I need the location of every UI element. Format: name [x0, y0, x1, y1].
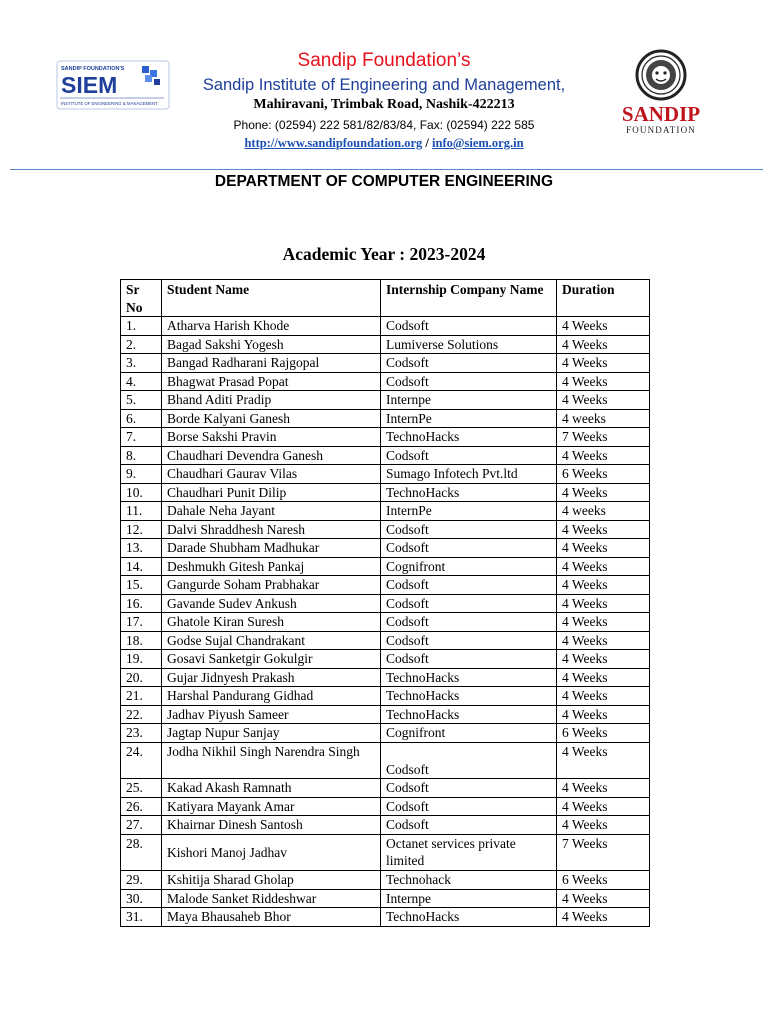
row-duration: 4 Weeks	[557, 797, 650, 816]
row-company: InternPe	[381, 409, 557, 428]
row-student-name: Chaudhari Devendra Ganesh	[162, 446, 381, 465]
row-company: Cognifront	[381, 724, 557, 743]
row-sr-no: 16.	[121, 594, 162, 613]
contact-links	[0, 136, 768, 151]
foundation-title: Sandip Foundation’s	[297, 50, 471, 71]
row-duration: 4 Weeks	[557, 391, 650, 410]
row-sr-no: 3.	[121, 354, 162, 373]
row-student-name: Chaudhari Gaurav Vilas	[162, 465, 381, 484]
row-student-name: Bagad Sakshi Yogesh	[162, 335, 381, 354]
email-link[interactable]: info@siem.org.in	[432, 136, 524, 150]
row-sr-no: 10.	[121, 483, 162, 502]
row-student-name: Darade Shubham Madhukar	[162, 539, 381, 558]
row-duration: 6 Weeks	[557, 465, 650, 484]
row-sr-no: 8.	[121, 446, 162, 465]
row-duration: 4 Weeks	[557, 668, 650, 687]
row-student-name: Khairnar Dinesh Santosh	[162, 816, 381, 835]
row-sr-no: 23.	[121, 724, 162, 743]
row-sr-no: 20.	[121, 668, 162, 687]
row-company: Codsoft	[381, 594, 557, 613]
row-sr-no: 29.	[121, 871, 162, 890]
row-duration: 4 Weeks	[557, 650, 650, 669]
row-student-name: Borse Sakshi Pravin	[162, 428, 381, 447]
institute-address: Mahiravani, Trimbak Road, Nashik-422213	[253, 97, 515, 112]
row-company: Codsoft	[381, 631, 557, 650]
row-student-name: Gangurde Soham Prabhakar	[162, 576, 381, 595]
row-sr-no: 25.	[121, 779, 162, 798]
row-duration: 6 Weeks	[557, 724, 650, 743]
row-duration: 4 Weeks	[557, 354, 650, 373]
table-row	[121, 908, 650, 927]
row-company: Codsoft	[381, 797, 557, 816]
row-company: TechnoHacks	[381, 668, 557, 687]
row-duration: 4 Weeks	[557, 631, 650, 650]
row-student-name: Borde Kalyani Ganesh	[162, 409, 381, 428]
department-title: DEPARTMENT OF COMPUTER ENGINEERING	[214, 173, 554, 190]
row-company: TechnoHacks	[381, 908, 557, 927]
row-company: Internpe	[381, 391, 557, 410]
row-company: Internpe	[381, 889, 557, 908]
website-link[interactable]: http://www.sandipfoundation.org	[244, 136, 423, 150]
table-row	[121, 354, 650, 373]
row-sr-no: 6.	[121, 409, 162, 428]
siem-logo-main-text: SIEM	[61, 72, 118, 98]
header-divider	[10, 169, 763, 170]
row-student-name: Godse Sujal Chandrakant	[162, 631, 381, 650]
row-student-name: Gavande Sudev Ankush	[162, 594, 381, 613]
table-row	[121, 816, 650, 835]
table-row	[121, 391, 650, 410]
row-duration: 4 Weeks	[557, 687, 650, 706]
row-student-name: Gosavi Sanketgir Gokulgir	[162, 650, 381, 669]
sandip-logo-main-text: SANDIP	[621, 102, 701, 126]
row-duration: 4 Weeks	[557, 889, 650, 908]
row-duration: 4 Weeks	[557, 539, 650, 558]
row-company: Codsoft	[381, 372, 557, 391]
row-student-name: Chaudhari Punit Dilip	[162, 483, 381, 502]
row-sr-no: 31.	[121, 908, 162, 927]
row-company: Codsoft	[381, 576, 557, 595]
table-row	[121, 465, 650, 484]
row-duration: 4 Weeks	[557, 483, 650, 502]
row-sr-no: 9.	[121, 465, 162, 484]
row-sr-no: 21.	[121, 687, 162, 706]
row-duration: 4 Weeks	[557, 816, 650, 835]
internship-table	[120, 279, 650, 927]
row-company: Codsoft	[381, 446, 557, 465]
row-company: Codsoft	[381, 613, 557, 632]
table-row	[121, 724, 650, 743]
row-company: TechnoHacks	[381, 428, 557, 447]
table-row	[121, 409, 650, 428]
row-company: TechnoHacks	[381, 483, 557, 502]
link-separator: /	[422, 136, 433, 150]
row-duration: 4 Weeks	[557, 576, 650, 595]
table-row	[121, 483, 650, 502]
row-sr-no: 17.	[121, 613, 162, 632]
row-duration: 4 weeks	[557, 409, 650, 428]
table-header-row	[121, 280, 650, 317]
table-row	[121, 428, 650, 447]
row-student-name: Jadhav Piyush Sameer	[162, 705, 381, 724]
table-row	[121, 650, 650, 669]
row-company: Cognifront	[381, 557, 557, 576]
row-company: Codsoft	[381, 779, 557, 798]
row-sr-no: 4.	[121, 372, 162, 391]
sandip-logo-sub-text: FOUNDATION	[626, 125, 696, 135]
row-duration: 4 Weeks	[557, 705, 650, 724]
row-sr-no: 2.	[121, 335, 162, 354]
table-row	[121, 687, 650, 706]
header-company: Internship Company Name	[381, 280, 557, 317]
table-row	[121, 594, 650, 613]
row-duration: 4 Weeks	[557, 779, 650, 798]
row-sr-no: 26.	[121, 797, 162, 816]
row-student-name: Bhand Aditi Pradip	[162, 391, 381, 410]
row-sr-no: 13.	[121, 539, 162, 558]
row-sr-no: 30.	[121, 889, 162, 908]
row-student-name: Jodha Nikhil Singh Narendra Singh	[162, 742, 381, 779]
row-sr-no: 7.	[121, 428, 162, 447]
row-company: TechnoHacks	[381, 687, 557, 706]
row-duration: 4 Weeks	[557, 594, 650, 613]
row-sr-no: 14.	[121, 557, 162, 576]
row-sr-no: 5.	[121, 391, 162, 410]
header-student-name: Student Name	[162, 280, 381, 317]
row-student-name: Bhagwat Prasad Popat	[162, 372, 381, 391]
row-student-name: Malode Sanket Riddeshwar	[162, 889, 381, 908]
row-company: Codsoft	[381, 354, 557, 373]
row-duration: 4 Weeks	[557, 335, 650, 354]
row-duration: 4 Weeks	[557, 317, 650, 336]
table-row	[121, 797, 650, 816]
row-sr-no: 24.	[121, 742, 162, 779]
row-sr-no: 11.	[121, 502, 162, 521]
phone-fax: Phone: (02594) 222 581/82/83/84, Fax: (02594) 222 585	[233, 118, 535, 132]
row-sr-no: 22.	[121, 705, 162, 724]
table-row	[121, 871, 650, 890]
row-duration: 4 Weeks	[557, 557, 650, 576]
row-duration: 4 Weeks	[557, 742, 650, 779]
table-row	[121, 317, 650, 336]
row-student-name: Harshal Pandurang Gidhad	[162, 687, 381, 706]
row-company: Codsoft	[381, 539, 557, 558]
row-student-name: Atharva Harish Khode	[162, 317, 381, 336]
row-student-name: Dahale Neha Jayant	[162, 502, 381, 521]
table-row	[121, 557, 650, 576]
row-student-name: Deshmukh Gitesh Pankaj	[162, 557, 381, 576]
row-student-name: Bangad Radharani Rajgopal	[162, 354, 381, 373]
row-duration: 4 Weeks	[557, 613, 650, 632]
row-student-name: Kishori Manoj Jadhav	[162, 834, 381, 871]
siem-logo-top-text: SANDIP FOUNDATION'S	[61, 66, 125, 72]
row-sr-no: 1.	[121, 317, 162, 336]
row-company: Lumiverse Solutions	[381, 335, 557, 354]
institute-name: Sandip Institute of Engineering and Management,	[202, 76, 566, 94]
table-row	[121, 742, 650, 779]
row-student-name: Ghatole Kiran Suresh	[162, 613, 381, 632]
row-duration: 7 Weeks	[557, 428, 650, 447]
row-duration: 4 weeks	[557, 502, 650, 521]
row-sr-no: 28.	[121, 834, 162, 871]
academic-year: Academic Year : 2023-2024	[282, 244, 486, 264]
row-duration: 4 Weeks	[557, 908, 650, 927]
table-row	[121, 705, 650, 724]
table-row	[121, 668, 650, 687]
row-company: Codsoft	[381, 317, 557, 336]
row-sr-no: 18.	[121, 631, 162, 650]
header-sr-no: Sr No	[121, 280, 162, 317]
row-sr-no: 27.	[121, 816, 162, 835]
header-duration: Duration	[557, 280, 650, 317]
row-company: Codsoft	[381, 816, 557, 835]
row-company: Technohack	[381, 871, 557, 890]
row-company: Octanet services private limited	[381, 834, 557, 871]
row-company: Codsoft	[381, 650, 557, 669]
table-row	[121, 335, 650, 354]
row-sr-no: 15.	[121, 576, 162, 595]
table-row	[121, 576, 650, 595]
row-duration: 7 Weeks	[557, 834, 650, 871]
row-company: TechnoHacks	[381, 705, 557, 724]
row-student-name: Jagtap Nupur Sanjay	[162, 724, 381, 743]
row-student-name: Dalvi Shraddhesh Naresh	[162, 520, 381, 539]
row-duration: 4 Weeks	[557, 520, 650, 539]
row-student-name: Gujar Jidnyesh Prakash	[162, 668, 381, 687]
table-row	[121, 889, 650, 908]
table-row	[121, 613, 650, 632]
table-row	[121, 502, 650, 521]
row-student-name: Kakad Akash Ramnath	[162, 779, 381, 798]
row-sr-no: 12.	[121, 520, 162, 539]
row-company: Codsoft	[381, 520, 557, 539]
table-row	[121, 779, 650, 798]
row-sr-no: 19.	[121, 650, 162, 669]
table-row	[121, 520, 650, 539]
siem-logo-sub-text: INSTITUTE OF ENGINEERING & MANAGEMENT	[61, 101, 158, 106]
table-row	[121, 631, 650, 650]
row-duration: 4 Weeks	[557, 446, 650, 465]
row-company: InternPe	[381, 502, 557, 521]
row-duration: 6 Weeks	[557, 871, 650, 890]
row-student-name: Katiyara Mayank Amar	[162, 797, 381, 816]
table-row	[121, 834, 650, 871]
table-row	[121, 446, 650, 465]
row-company: Sumago Infotech Pvt.ltd	[381, 465, 557, 484]
row-student-name: Kshitija Sharad Gholap	[162, 871, 381, 890]
row-duration: 4 Weeks	[557, 372, 650, 391]
row-student-name: Maya Bhausaheb Bhor	[162, 908, 381, 927]
table-row	[121, 539, 650, 558]
table-row	[121, 372, 650, 391]
row-company: Codsoft	[381, 742, 557, 779]
